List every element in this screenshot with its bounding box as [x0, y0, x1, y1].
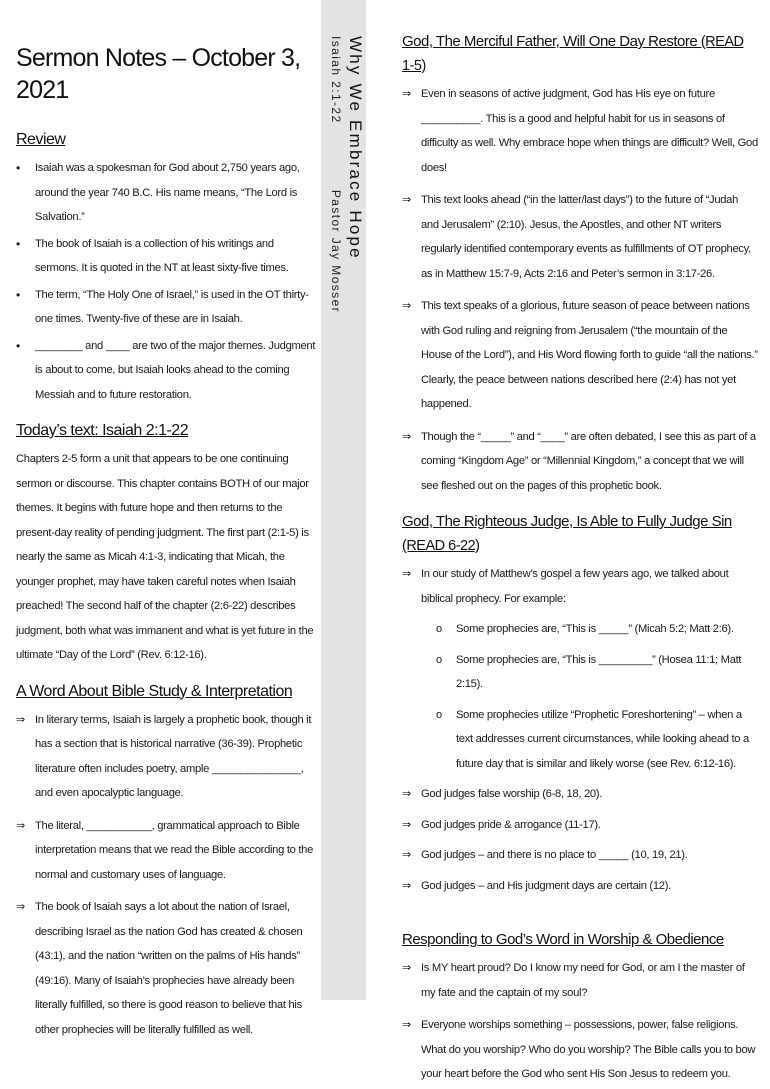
judge-intro-list — [402, 562, 758, 611]
list-item: o Some prophecies are, “This is _________” (Hosea 11:1; Matt 2:15). — [436, 648, 758, 697]
list-item: ⇒ In literary terms, Isaiah is largely a prophetic book, though it has a section that is historical narrative (36-39). Prophetic literature often includes poetry, ample _______________, and even apocalyptic language. — [16, 708, 316, 806]
list-item: ⇒ God judges false worship (6-8, 18, 20). — [402, 782, 758, 807]
responding-heading: Responding to God’s Word in Worship & Obedience — [402, 931, 724, 948]
review-heading: Review — [16, 131, 66, 148]
list-item: ⇒ Everyone worships something – possessions, power, false religions. What do you worship? Who do you worship? The Bible calls you to bow your heart before the God who sent His Son Jesus to redeem you. — [402, 1013, 758, 1087]
merciful-list — [402, 82, 758, 498]
list-item: • ________ and ____ are two of the major themes. Judgment is about to come, but Isaiah looks ahead to the coming Messiah and to future restoration. — [16, 334, 316, 408]
list-item: ⇒ This text looks ahead (“in the latter/last days”) to the future of “Judah and Jerusalem” (2:10). Jesus, the Apostles, and other NT writers regularly identified contemporary events as fulfillments of OT prophecy, as in Matthew 15:7-9, Acts 2:16 and Peter’s sermon in 3:17-26. — [402, 188, 758, 286]
todays-text-body: Chapters 2-5 form a unit that appears to be one continuing sermon or discourse. This chapter contains BOTH of our major themes. It begins with future hope and then returns to the present-day reality of pending judgment. The first part (2:1-5) is nearly the same as Micah 4:1-3, indicating that Micah, the younger prophet, may have taken careful notes when Isaiah preached! The second half of the chapter (2:6-22) describes judgment, both what was immanent and what is yet future in the ultimate “Day of the Lord” (Rev. 6:12-16). — [16, 453, 314, 661]
list-item: • Isaiah was a spokesman for God about 2,750 years ago, around the year 740 B.C. His name means, “The Lord is Salvation.” — [16, 156, 316, 230]
judge-heading-text: God, The Righteous Judge, Is Able to Fully Judge Sin — [402, 513, 732, 530]
list-item: ⇒ God judges – and His judgment days are certain (12). — [402, 874, 758, 899]
list-item: ⇒ Is MY heart proud? Do I know my need for God, or am I the master of my fate and the captain of my soul? — [402, 956, 758, 1005]
pastor-name: Pastor Jay Mosser — [329, 189, 343, 314]
list-item: • The term, “The Holy One of Israel,” is used in the OT thirty-one times. Twenty-five of these are in Isaiah. — [16, 283, 316, 332]
judge-read: (READ 6-22) — [402, 538, 480, 554]
list-item: o Some prophecies are, “This is _____” (Micah 5:2; Matt 2:6). — [436, 617, 758, 642]
responding-list — [402, 956, 758, 1087]
todays-text-heading: Today’s text: Isaiah 2:1-22 — [16, 422, 189, 439]
list-item: ⇒ Even in seasons of active judgment, God has His eye on future __________. This is a good and helpful habit for us in seasons of difficulty as well. Why embrace hope when things are difficult? Well, God does! — [402, 82, 758, 180]
bible-study-heading: A Word About Bible Study & Interpretation — [16, 682, 293, 700]
list-item: ⇒ In our study of Matthew’s gospel a few years ago, we talked about biblical prophecy. For example: — [402, 562, 758, 611]
judge-heading — [402, 510, 758, 558]
page-title: Sermon Notes – October 3, 2021 — [16, 44, 301, 104]
sermon-title: Why We Embrace Hope — [346, 36, 365, 260]
merciful-heading-text: God, The Merciful Father, Will One Day Restore — [402, 33, 698, 50]
bible-study-list — [16, 708, 316, 1043]
sermon-sidebar — [321, 0, 366, 1000]
list-item: ⇒ The literal, ___________, grammatical approach to Bible interpretation means that we read the Bible according to the normal and customary uses of language. — [16, 814, 316, 888]
merciful-read: (READ 1-5) — [402, 34, 744, 74]
list-item: ⇒ God judges – and there is no place to _____ (10, 19, 21). — [402, 843, 758, 868]
judge-sub-list — [402, 617, 758, 776]
judge-list — [402, 782, 758, 898]
right-column — [402, 30, 758, 1089]
list-item: • The book of Isaiah is a collection of his writings and sermons. It is quoted in the NT at least sixty-five times. — [16, 232, 316, 281]
list-item: ⇒ This text speaks of a glorious, future season of peace between nations with God ruling and reigning from Jerusalem (“the mountain of the House of the Lord”), and His Word flowing forth to guide “all the nations.” Clearly, the peace between nations described here (2:4) has not yet happened. — [402, 294, 758, 417]
list-item: ⇒ God judges pride & arrogance (11-17). — [402, 813, 758, 838]
merciful-heading — [402, 30, 758, 78]
sidebar-text — [325, 36, 365, 313]
list-item: o Some prophecies utilize “Prophetic Foreshortening” – when a text addresses current circumstances, while looking ahead to a future day that is similar and likely worse (see Rev. 6:12-16). — [436, 703, 758, 777]
list-item: ⇒ The book of Isaiah says a lot about the nation of Israel, describing Israel as the nation God has created & chosen (43:1), and the nation “written on the palms of His hands” (49:16). Many of Isaiah’s prophecies have already been literally fulfilled, so there is good reason to believe that his other prophecies will be literally fulfilled as well. — [16, 895, 316, 1042]
left-column — [16, 30, 316, 1044]
review-list — [16, 156, 316, 407]
list-item: ⇒ Though the “_____” and “____” are often debated, I see this as part of a coming “Kingdom Age” or “Millennial Kingdom,” a concept that we will see fleshed out on the pages of this prophetic book. — [402, 425, 758, 499]
scripture-reference: Isaiah 2:1-22 — [329, 36, 343, 124]
